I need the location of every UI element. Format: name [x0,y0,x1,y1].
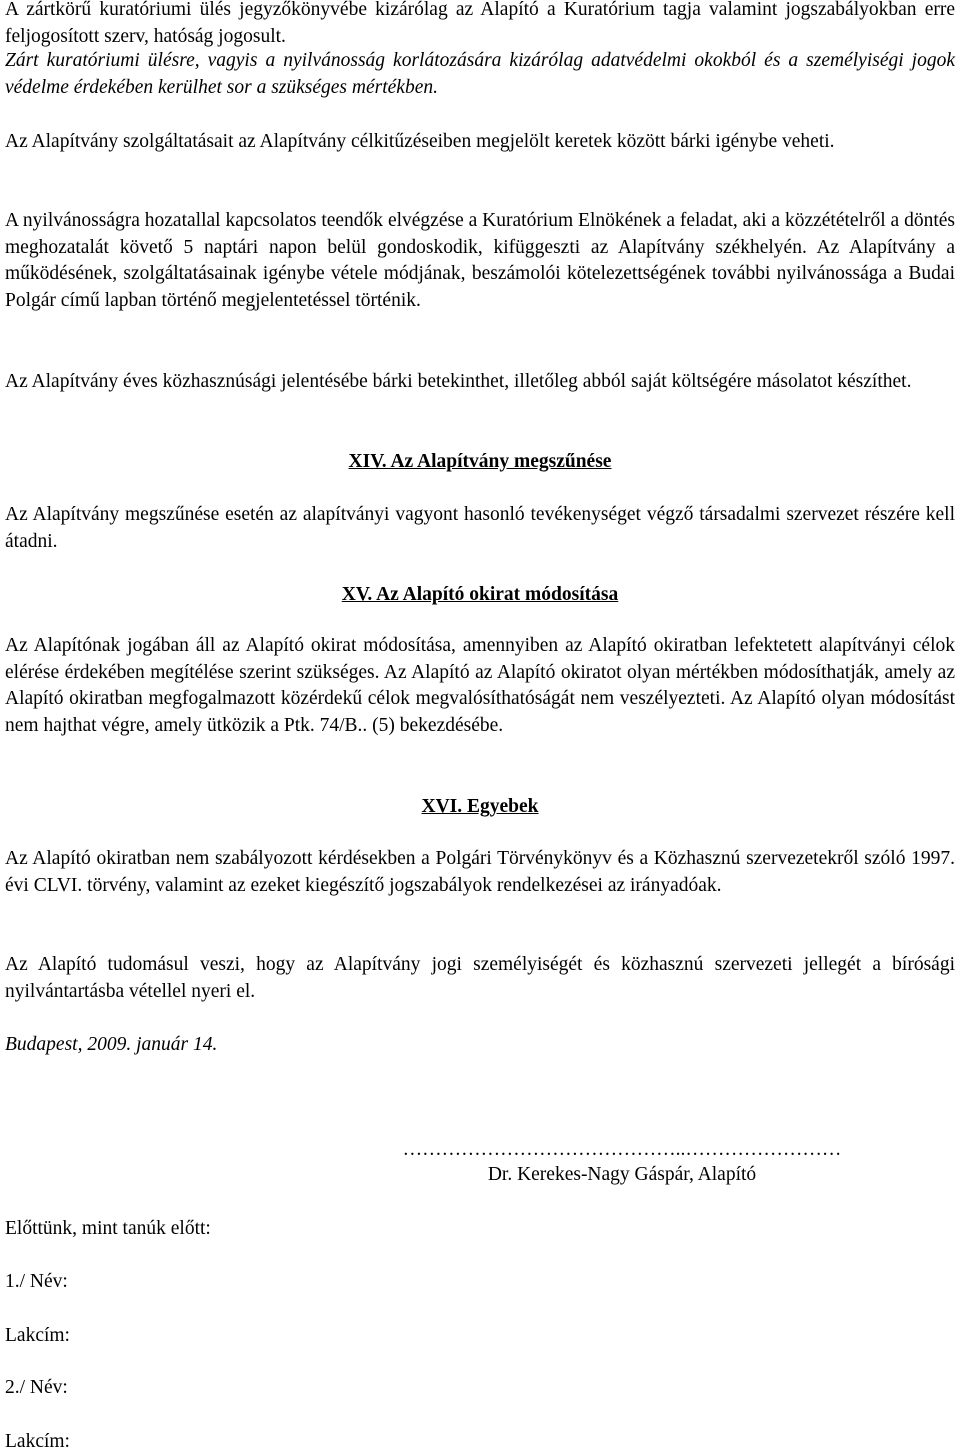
paragraph-amendment: Az Alapítónak jogában áll az Alapító okirat módosítása, amennyiben az Alapító okiratban lefektetett alapítványi célok elérése érdekében megítélése szerint szükséges. Az Alapító az Alapító okiratot olyan mértékben módosíthatják, amely az Alapító okiratban megfogalmazott közérdekű célok megvalósíthatóságát nem veszélyezteti. Az Alapító olyan módosítást nem hajthat végre, amely ütközik a Ptk. 74/B.. (5) bekezdésébe. [5,635,955,736]
witness-2-name-label: 2./ Név: [5,1377,68,1398]
paragraph-governing-law: Az Alapító okiratban nem szabályozott kérdésekben a Polgári Törvénykönyv és a Közhasznú szervezetekről szóló 1997. évi CLVI. törvény, valamint az ezeket kiegészítő jogszabályok rendelkezései az irányadóak. [5,848,955,896]
paragraph-services: Az Alapítvány szolgáltatásait az Alapítvány célkitűzéseiben megjelölt keretek között bárki igénybe veheti. [5,131,835,152]
section-heading-dissolution: XIV. Az Alapítvány megszűnése [348,451,612,472]
witnesses-intro: Előttünk, mint tanúk előtt: [5,1218,211,1239]
section-heading-misc: XVI. Egyebek [421,796,539,817]
section-heading-amendment: XV. Az Alapító okirat módosítása [341,584,619,605]
paragraph-closed-session: Zárt kuratóriumi ülésre, vagyis a nyilvánosság korlátozására kizárólag adatvédelmi okokból és a személyiségi jogok védelme érdekében kerülhet sor a szükséges mértékben. [5,50,955,98]
signature-line: ……………………………………..…………………… [402,1139,842,1160]
paragraph-minutes-access: A zártkörű kuratóriumi ülés jegyzőkönyvébe kizárólag az Alapító a Kuratórium tagja valamint jogszabályokban erre feljogosított szerv, hatóság jogosult. [5,0,955,47]
paragraph-legal-personality: Az Alapító tudomásul veszi, hogy az Alapítvány jogi személyiségét és közhasznú szervezeti jellegét a bírósági nyilvántartásba vétellel nyeri el. [5,954,955,1002]
witness-2-address-label: Lakcím: [5,1431,70,1452]
paragraph-dissolution: Az Alapítvány megszűnése esetén az alapítványi vagyont hasonló tevékenységet végző társadalmi szervezet részére kell átadni. [5,504,955,552]
place-and-date: Budapest, 2009. január 14. [5,1034,218,1055]
paragraph-publicity: A nyilvánosságra hozatallal kapcsolatos teendők elvégzése a Kuratórium Elnökének a feladat, aki a közzétételről a döntés meghozatalát követő 5 naptári napon belül gondoskodik, kifüggeszti az Alapítvány székhelyén. Az Alapítvány a működésének, szolgáltatásainak igénybe vétele módjának, beszámolói kötelezettségének további nyilvánossága a Budai Polgár című lapban történő megjelentetéssel történik. [5,210,955,311]
paragraph-annual-report: Az Alapítvány éves közhasznúsági jelentésébe bárki betekinthet, illetőleg abból saját költségére másolatot készíthet. [5,371,912,392]
witness-1-address-label: Lakcím: [5,1325,70,1346]
witness-1-name-label: 1./ Név: [5,1271,68,1292]
signature-name: Dr. Kerekes-Nagy Gáspár, Alapító [487,1164,757,1185]
